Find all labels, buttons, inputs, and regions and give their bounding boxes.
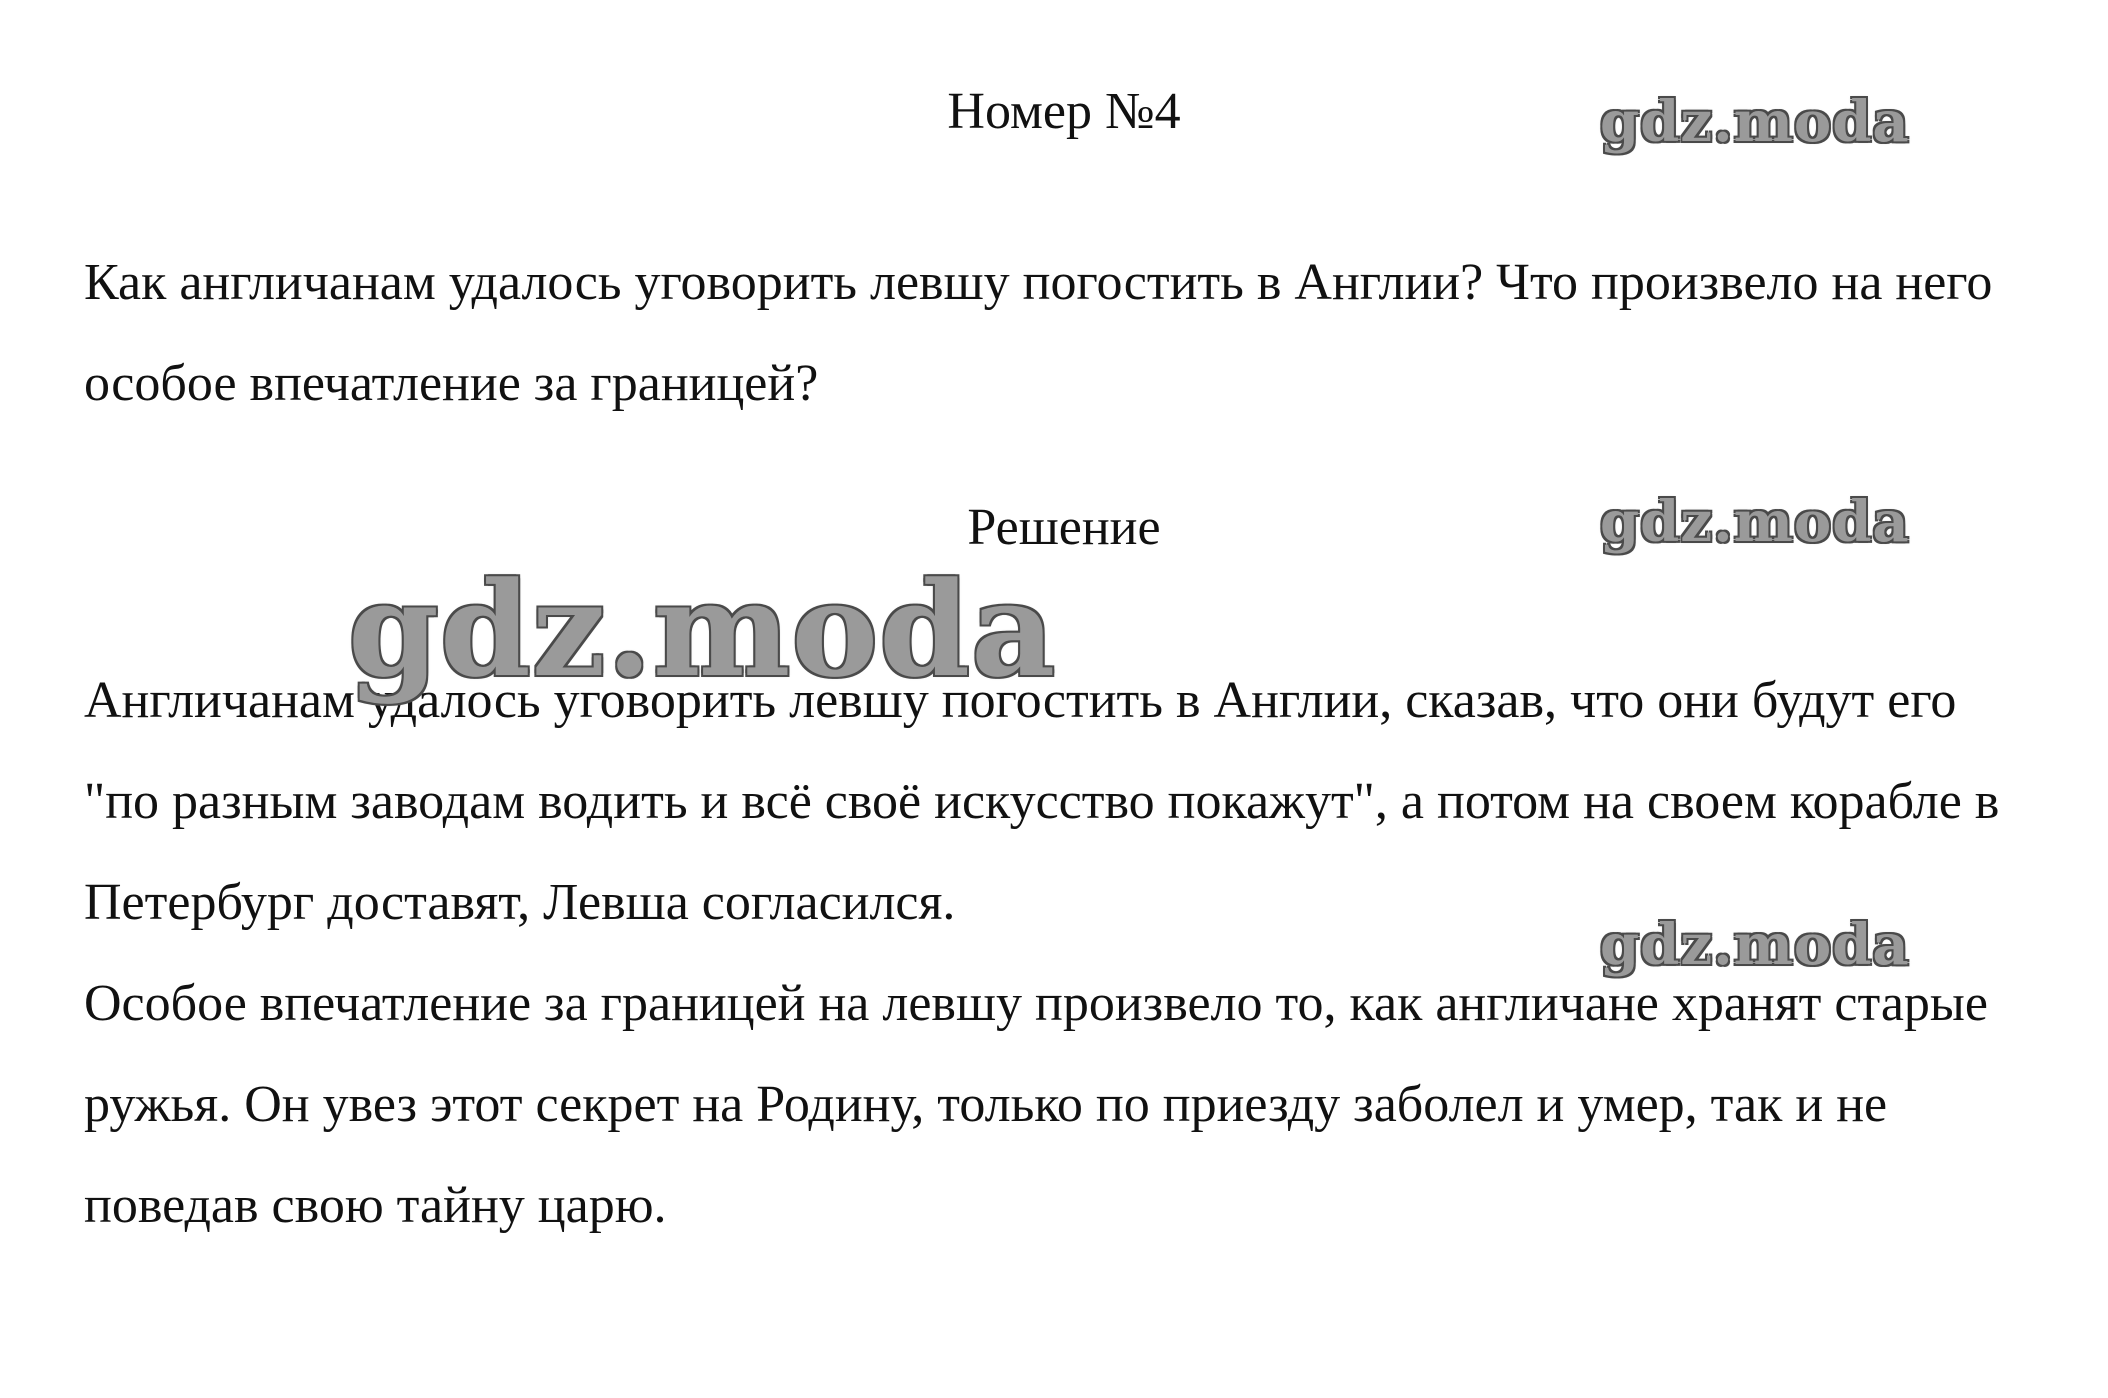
solution-heading: Решение — [967, 499, 1161, 556]
watermark-logo: gdz.moda — [348, 553, 1057, 706]
page-title: Номер №4 — [947, 83, 1181, 140]
watermark-logo: gdz.moda — [1600, 89, 1910, 155]
answer-paragraph: Англичанам удалось уговорить левшу погостить в Англии, сказав, что они будут его "по разным заводам водить и всё своё искусство покажут", а потом на своем корабле в Петербург доставят, Левша согласился. — [84, 672, 2000, 931]
question-text: Как англичанам удалось уговорить левшу погостить в Англии? Что произвело на него особое впечатление за границей? — [84, 254, 1993, 412]
watermark-logo: gdz.moda — [1600, 912, 1910, 978]
answer-paragraph: Особое впечатление за границей на левшу произвело то, как англичане хранят старые ружья. Он увез этот секрет на Родину, только по приезду заболел и умер, так и не поведав свою тайну царю. — [84, 975, 1988, 1234]
answer-text — [84, 650, 2044, 1256]
watermark-logo: gdz.moda — [1600, 489, 1910, 555]
